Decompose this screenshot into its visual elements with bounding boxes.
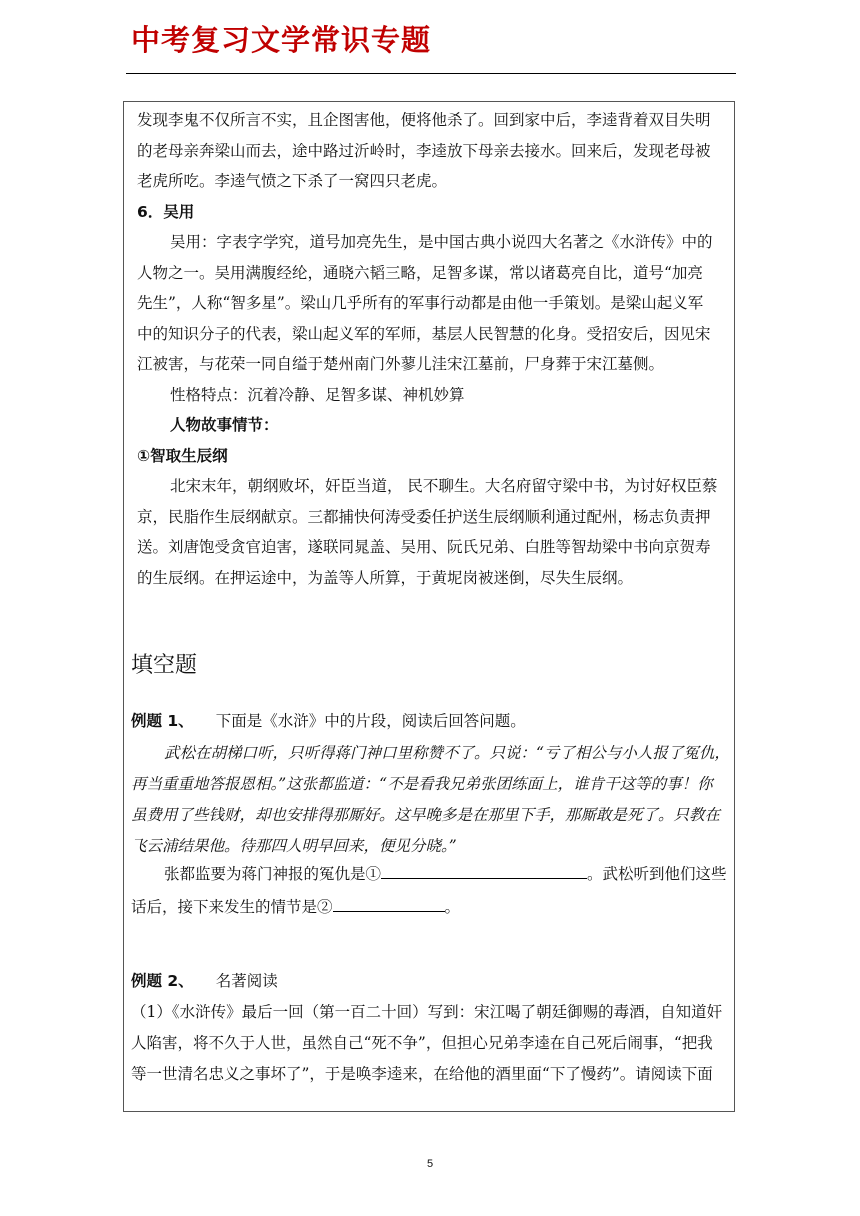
example-1-prompt: 下面是《水浒》中的片段，阅读后回答问题。 [215,712,526,730]
example-2-label: 例题 2、 [131,972,194,990]
passage-line: 飞云浦结果他。待那四人明早回来，便见分晓。” [131,837,457,855]
text-line: 江被害，与花荣一同自缢于楚州南门外蓼儿洼宋江墓前，尸身葬于宋江墓侧。 [137,355,665,373]
section-heading-wuyong: 6．吴用 [137,202,195,221]
question-line [131,858,731,891]
text-line: 先生”，人称“智多星”。梁山几乎所有的军事行动都是由他一手策划。是梁山起义军 [137,294,704,312]
text-line: 京，民脂作生辰纲献京。三都捕快何涛受委任护送生辰纲顺利通过配州，杨志负责押 [137,507,711,526]
traits-line: 性格特点：沉着冷静、足智多谋、神机妙算 [170,385,465,404]
example-1-label: 例题 1、 [131,712,194,730]
document-title: 中考复习文学常识专题 [131,23,432,57]
question-text: 。 [444,898,461,916]
text-line: 送。刘唐饱受贪官迫害，遂联同晁盖、吴用、阮氏兄弟、白胜等智劫梁中书向京贺寿 [137,538,711,556]
text-line: 的老母亲奔梁山而去，途中路过沂岭时，李逵放下母亲去接水。回来后，发现老母被 [137,141,711,160]
content-block [137,105,731,593]
answer-blank-1[interactable] [381,860,587,879]
page-number: 5 [426,1158,434,1170]
example-1-question [131,858,731,924]
section-heading: 填空题 [131,653,198,678]
text-line: 老虎所吃。李逵气愤之下杀了一窝四只老虎。 [137,172,448,190]
text-line: 中的知识分子的代表，梁山起义军的军师，基层人民智慧的化身。受招安后，因见宋 [137,324,711,343]
passage-line: 虽费用了些钱财，却也安排得那厮好。这早晚多是在那里下手，那厮敢是死了。只教在 [131,806,721,824]
text-line: 等一世清名忠义之事坏了”，于是唤李逵来，在给他的酒里面“下了慢药”。请阅读下面 [131,1065,713,1083]
story-title: ①智取生辰纲 [137,446,228,465]
header-rule [126,73,736,74]
example-2-prompt: 名著阅读 [215,972,278,990]
passage-line: 武松在胡梯口听，只听得蒋门神口里称赞不了。只说：“亏了相公与小人报了冤仇， [164,744,730,762]
text-line: 北宋末年，朝纲败坏，奸臣当道， 民不聊生。大名府留守梁中书，为讨好权臣蔡 [170,477,718,495]
text-line: （1）《水浒传》最后一回（第一百二十回）写到：宋江喝了朝廷御赐的毒酒，自知道奸 [131,1003,723,1021]
text-line: 人物之一。吴用满腹经纶，通晓六韬三略，足智多谋，常以诸葛亮自比，道号“加亮 [137,263,703,282]
question-line [131,891,731,924]
story-heading: 人物故事情节： [170,416,279,434]
example-2-text [131,997,731,1090]
text-line: 的生辰纲。在押运途中，为盖等人所算，于黄坭岗被迷倒，尽失生辰纲。 [137,568,634,587]
example-1-passage [131,738,731,862]
text-line: 发现李鬼不仅所言不实，且企图害他，便将他杀了。回到家中后，李逵背着双目失明 [137,111,711,129]
question-text: 话后，接下来发生的情节是② [131,898,333,916]
answer-blank-2[interactable] [333,893,445,912]
question-text: 。武松听到他们这些 [587,865,727,883]
example-1-header [131,709,526,731]
text-line: 人陷害，将不久于人世，虽然自己“死不争”，但担心兄弟李逵在自己死后闹事，“把我 [131,1034,713,1052]
passage-line: 再当重重地答报恩相。”这张都监道：“不是看我兄弟张团练面上，谁肯干这等的事！你 [131,775,713,793]
example-2-header [131,969,278,991]
question-text: 张都监要为蒋门神报的冤仇是① [164,865,382,883]
text-line: 吴用：字表字学究，道号加亮先生，是中国古典小说四大名著之《水浒传》中的 [170,233,713,251]
